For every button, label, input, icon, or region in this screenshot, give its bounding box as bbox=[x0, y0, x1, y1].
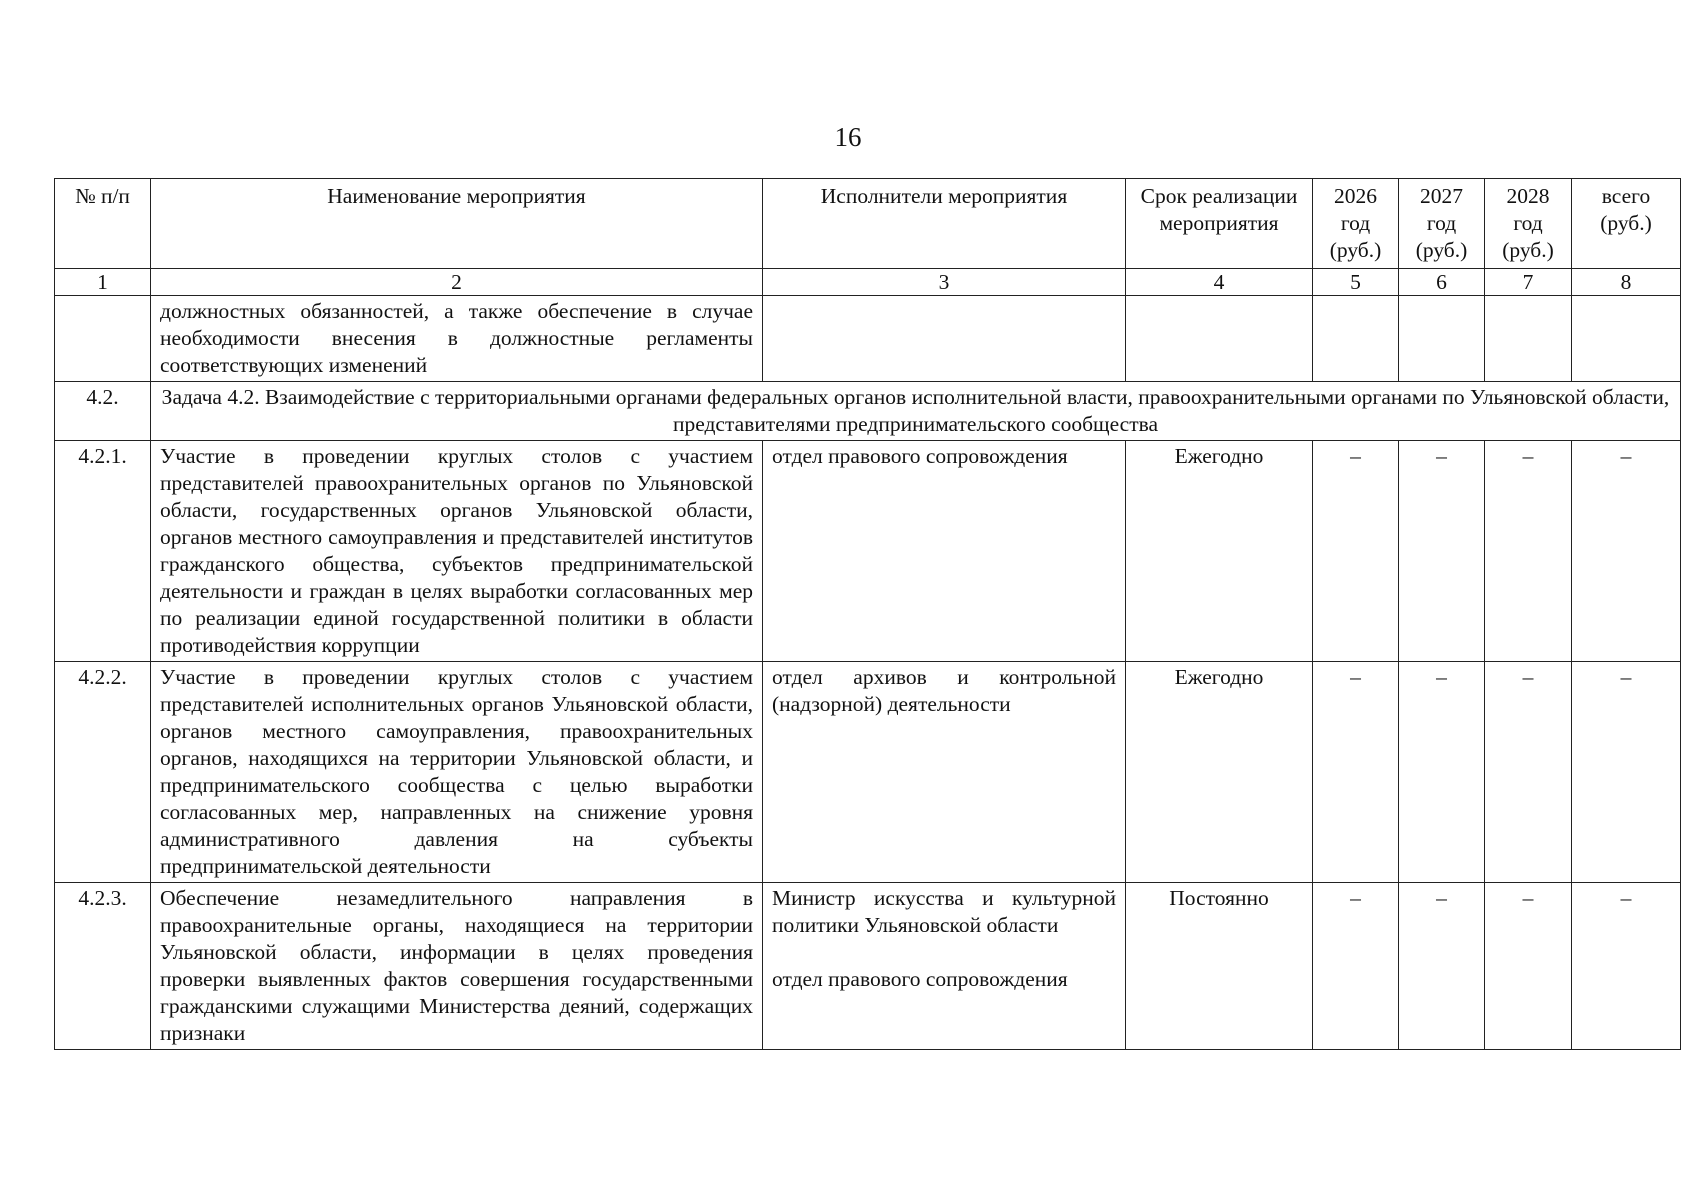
measure-executor bbox=[763, 883, 1126, 1050]
column-number: 3 bbox=[763, 269, 1126, 296]
column-number: 8 bbox=[1572, 269, 1681, 296]
amount-2027: – bbox=[1399, 441, 1485, 662]
amount-total: – bbox=[1572, 441, 1681, 662]
amount-2026: – bbox=[1313, 883, 1399, 1050]
task-num: 4.2. bbox=[55, 382, 151, 441]
measure-term bbox=[1126, 296, 1313, 382]
table-row bbox=[55, 662, 1681, 883]
header-total: всего (руб.) bbox=[1572, 179, 1681, 269]
amount-2027: – bbox=[1399, 883, 1485, 1050]
table-row bbox=[55, 883, 1681, 1050]
header-2028: 2028 год (руб.) bbox=[1485, 179, 1572, 269]
measure-name: Обеспечение незамедлительного направления в правоохранительные органы, находящиеся на территории Ульяновской области, информации в целях проведения проверки выявленных фактов совершения государственными гражданскими служащими Министерства деяний, содержащих признаки bbox=[151, 883, 763, 1050]
column-number-row bbox=[55, 269, 1681, 296]
amount-total: – bbox=[1572, 883, 1681, 1050]
measure-term: Ежегодно bbox=[1126, 441, 1313, 662]
amount-2026: – bbox=[1313, 662, 1399, 883]
measure-executor: отдел правового сопровождения bbox=[763, 441, 1126, 662]
header-executors: Исполнители мероприятия bbox=[763, 179, 1126, 269]
header-term: Срок реализации мероприятия bbox=[1126, 179, 1313, 269]
measure-executor: отдел архивов и контрольной (надзорной) деятельности bbox=[763, 662, 1126, 883]
amount-2027: – bbox=[1399, 662, 1485, 883]
measure-executor bbox=[763, 296, 1126, 382]
row-num: 4.2.3. bbox=[55, 883, 151, 1050]
amount-2028: – bbox=[1485, 883, 1572, 1050]
amount-2028: – bbox=[1485, 441, 1572, 662]
measure-term: Постоянно bbox=[1126, 883, 1313, 1050]
table-row-continuation bbox=[55, 296, 1681, 382]
header-2027: 2027 год (руб.) bbox=[1399, 179, 1485, 269]
measure-name: Участие в проведении круглых столов с участием представителей исполнительных органов Ульяновской области, органов местного самоуправления, правоохранительных органов, находящихся на территории Ульяновской области, и предпринимательского сообщества с целью выработки согласованных мер, направленных на снижение уровня административного давления на субъекты предпринимательской деятельности bbox=[151, 662, 763, 883]
column-number: 5 bbox=[1313, 269, 1399, 296]
task-text: Задача 4.2. Взаимодействие с территориальными органами федеральных органов исполнительной власти, правоохранительными органами по Ульяновской области, представителями предпринимательского сообщества bbox=[151, 382, 1681, 441]
row-num bbox=[55, 296, 151, 382]
table-row bbox=[55, 441, 1681, 662]
amount-total: – bbox=[1572, 662, 1681, 883]
page-number: 16 bbox=[834, 122, 862, 152]
header-name: Наименование мероприятия bbox=[151, 179, 763, 269]
column-number: 6 bbox=[1399, 269, 1485, 296]
amount-2028: – bbox=[1485, 662, 1572, 883]
executor-legal-department: отдел правового сопровождения bbox=[772, 967, 1068, 991]
column-number: 4 bbox=[1126, 269, 1313, 296]
row-num: 4.2.2. bbox=[55, 662, 151, 883]
amount-2028 bbox=[1485, 296, 1572, 382]
column-number: 7 bbox=[1485, 269, 1572, 296]
executor-minister: Министр искусства и культурной политики Ульяновской области bbox=[772, 886, 1116, 937]
row-num: 4.2.1. bbox=[55, 441, 151, 662]
measure-name: Участие в проведении круглых столов с участием представителей правоохранительных органов по Ульяновской области, государственных органов Ульяновской области, органов местного самоуправления и представителей институтов гражданского общества, субъектов предпринимательской деятельности и граждан в целях выработки согласованных мер по реализации единой государственной политики в области противодействия коррупции bbox=[151, 441, 763, 662]
task-row bbox=[55, 382, 1681, 441]
column-number: 2 bbox=[151, 269, 763, 296]
header-num: № п/п bbox=[55, 179, 151, 269]
amount-2026: – bbox=[1313, 441, 1399, 662]
column-number: 1 bbox=[55, 269, 151, 296]
header-row bbox=[55, 179, 1681, 269]
amount-2026 bbox=[1313, 296, 1399, 382]
measure-name: должностных обязанностей, а также обеспечение в случае необходимости внесения в должностные регламенты соответствующих изменений bbox=[151, 296, 763, 382]
amount-2027 bbox=[1399, 296, 1485, 382]
header-2026: 2026 год (руб.) bbox=[1313, 179, 1399, 269]
measure-term: Ежегодно bbox=[1126, 662, 1313, 883]
measures-table bbox=[54, 178, 1681, 1050]
amount-total bbox=[1572, 296, 1681, 382]
